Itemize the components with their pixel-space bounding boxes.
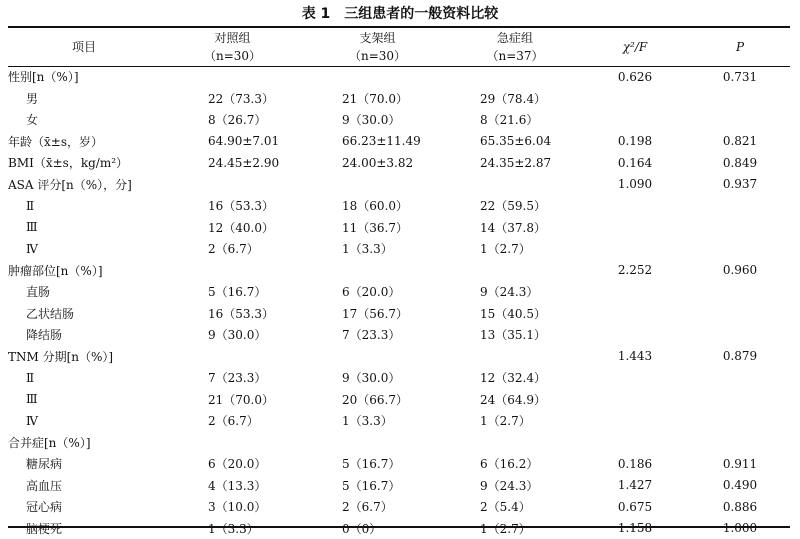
stent-group-cell: 9（30.0）: [305, 109, 450, 131]
table-row: [8, 195, 790, 217]
p-value-cell: 0.911: [690, 453, 790, 475]
emergency-group-cell: 14（37.8）: [450, 217, 580, 239]
row-label: ASA 评分[n（%），分]: [8, 174, 160, 196]
control-group-cell: 3（10.0）: [160, 496, 305, 518]
row-label: 合并症[n（%）]: [8, 432, 160, 454]
stent-group-cell: [305, 66, 450, 88]
stent-group-cell: 17（56.7）: [305, 303, 450, 325]
stent-group-cell: [305, 174, 450, 196]
p-value-cell: 0.886: [690, 496, 790, 518]
table-row: [8, 453, 790, 475]
stent-group-cell: 20（66.7）: [305, 389, 450, 411]
stent-group-cell: 1（3.3）: [305, 238, 450, 260]
header-group-name: 急症组: [450, 29, 580, 47]
statistic-cell: [580, 367, 690, 389]
emergency-group-cell: 29（78.4）: [450, 88, 580, 110]
statistic-cell: [580, 217, 690, 239]
stent-group-cell: 18（60.0）: [305, 195, 450, 217]
table-body: [8, 66, 790, 539]
table-row: [8, 367, 790, 389]
stent-group-cell: 9（30.0）: [305, 367, 450, 389]
p-value-cell: [690, 195, 790, 217]
stent-group-cell: 1（3.3）: [305, 410, 450, 432]
stent-group-cell: 0（0）: [305, 518, 450, 539]
table-row: [8, 324, 790, 346]
header-group-n: （n=30）: [305, 47, 450, 65]
stent-group-cell: 6（20.0）: [305, 281, 450, 303]
control-group-cell: 12（40.0）: [160, 217, 305, 239]
header-statistic: χ²/F: [580, 27, 690, 66]
table-row: [8, 174, 790, 196]
statistic-cell: [580, 281, 690, 303]
row-label: Ⅲ: [8, 217, 160, 239]
control-group-cell: 4（13.3）: [160, 475, 305, 497]
row-label: 肿瘤部位[n（%）]: [8, 260, 160, 282]
control-group-cell: 2（6.7）: [160, 238, 305, 260]
header-group-name: 支架组: [305, 29, 450, 47]
control-group-cell: 6（20.0）: [160, 453, 305, 475]
statistic-cell: 1.090: [580, 174, 690, 196]
statistic-cell: [580, 88, 690, 110]
stent-group-cell: 66.23±11.49: [305, 131, 450, 153]
control-group-cell: 64.90±7.01: [160, 131, 305, 153]
row-label: Ⅲ: [8, 389, 160, 411]
table-row: [8, 432, 790, 454]
stent-group-cell: 7（23.3）: [305, 324, 450, 346]
emergency-group-cell: 1（2.7）: [450, 238, 580, 260]
emergency-group-cell: 15（40.5）: [450, 303, 580, 325]
row-label: 降结肠: [8, 324, 160, 346]
table-row: [8, 131, 790, 153]
p-value-cell: [690, 88, 790, 110]
stent-group-cell: 11（36.7）: [305, 217, 450, 239]
emergency-group-cell: 65.35±6.04: [450, 131, 580, 153]
emergency-group-cell: 9（24.3）: [450, 475, 580, 497]
row-label: Ⅱ: [8, 195, 160, 217]
header-p-value: P: [690, 27, 790, 66]
header-item: 项目: [8, 27, 160, 66]
stent-group-cell: 2（6.7）: [305, 496, 450, 518]
statistic-cell: 0.198: [580, 131, 690, 153]
stent-group-cell: 5（16.7）: [305, 475, 450, 497]
header-group-emergency: [450, 27, 580, 66]
header-group-control: [160, 27, 305, 66]
header-group-n: （n=37）: [450, 47, 580, 65]
p-value-cell: [690, 303, 790, 325]
p-value-cell: 0.490: [690, 475, 790, 497]
row-label: 直肠: [8, 281, 160, 303]
table-title: 表 1 三组患者的一般资料比较: [0, 0, 800, 26]
table-row: [8, 475, 790, 497]
p-value-cell: [690, 238, 790, 260]
control-group-cell: [160, 66, 305, 88]
table-row: [8, 152, 790, 174]
table-row: [8, 281, 790, 303]
control-group-cell: 24.45±2.90: [160, 152, 305, 174]
emergency-group-cell: 8（21.6）: [450, 109, 580, 131]
statistic-cell: [580, 303, 690, 325]
control-group-cell: 9（30.0）: [160, 324, 305, 346]
p-value-cell: 0.937: [690, 174, 790, 196]
control-group-cell: [160, 174, 305, 196]
row-label: 年龄（x̄±s，岁）: [8, 131, 160, 153]
p-value-cell: 0.849: [690, 152, 790, 174]
stent-group-cell: 24.00±3.82: [305, 152, 450, 174]
emergency-group-cell: 22（59.5）: [450, 195, 580, 217]
table-row: [8, 410, 790, 432]
header-row: [8, 27, 790, 66]
emergency-group-cell: 9（24.3）: [450, 281, 580, 303]
baseline-comparison-table: [8, 27, 790, 539]
control-group-cell: 8（26.7）: [160, 109, 305, 131]
p-value-cell: [690, 217, 790, 239]
p-value-cell: 1.000: [690, 518, 790, 539]
row-label: Ⅳ: [8, 410, 160, 432]
stent-group-cell: [305, 346, 450, 368]
statistic-cell: [580, 324, 690, 346]
row-label: 性别[n（%）]: [8, 66, 160, 88]
table-row: [8, 238, 790, 260]
row-label: Ⅳ: [8, 238, 160, 260]
emergency-group-cell: 1（2.7）: [450, 518, 580, 539]
statistic-cell: [580, 410, 690, 432]
row-label: 高血压: [8, 475, 160, 497]
emergency-group-cell: [450, 66, 580, 88]
emergency-group-cell: [450, 174, 580, 196]
statistic-cell: [580, 389, 690, 411]
header-group-name: 对照组: [160, 29, 305, 47]
emergency-group-cell: 24.35±2.87: [450, 152, 580, 174]
stent-group-cell: [305, 432, 450, 454]
row-label: BMI（x̄±s，kg/m²）: [8, 152, 160, 174]
table-row: [8, 346, 790, 368]
row-label: Ⅱ: [8, 367, 160, 389]
row-label: 男: [8, 88, 160, 110]
p-value-cell: [690, 109, 790, 131]
p-value-cell: 0.879: [690, 346, 790, 368]
header-group-stent: [305, 27, 450, 66]
statistic-cell: [580, 238, 690, 260]
emergency-group-cell: 13（35.1）: [450, 324, 580, 346]
table-row: [8, 109, 790, 131]
emergency-group-cell: 12（32.4）: [450, 367, 580, 389]
emergency-group-cell: [450, 346, 580, 368]
emergency-group-cell: 24（64.9）: [450, 389, 580, 411]
p-value-cell: 0.821: [690, 131, 790, 153]
header-group-n: （n=30）: [160, 47, 305, 65]
statistic-cell: 1.427: [580, 475, 690, 497]
row-label: TNM 分期[n（%）]: [8, 346, 160, 368]
p-value-cell: [690, 281, 790, 303]
stent-group-cell: 21（70.0）: [305, 88, 450, 110]
p-value-cell: [690, 367, 790, 389]
p-value-cell: [690, 389, 790, 411]
table-row: [8, 66, 790, 88]
control-group-cell: 22（73.3）: [160, 88, 305, 110]
p-value-cell: [690, 410, 790, 432]
table-row: [8, 88, 790, 110]
control-group-cell: 7（23.3）: [160, 367, 305, 389]
table-row: [8, 217, 790, 239]
emergency-group-cell: 6（16.2）: [450, 453, 580, 475]
statistic-cell: [580, 432, 690, 454]
control-group-cell: [160, 432, 305, 454]
p-value-cell: 0.731: [690, 66, 790, 88]
statistic-cell: 2.252: [580, 260, 690, 282]
control-group-cell: 21（70.0）: [160, 389, 305, 411]
row-label: 乙状结肠: [8, 303, 160, 325]
stent-group-cell: [305, 260, 450, 282]
table-row: [8, 303, 790, 325]
stent-group-cell: 5（16.7）: [305, 453, 450, 475]
statistic-cell: 0.186: [580, 453, 690, 475]
control-group-cell: 16（53.3）: [160, 195, 305, 217]
statistic-cell: 1.158: [580, 518, 690, 539]
statistic-cell: 0.164: [580, 152, 690, 174]
row-label: 脑梗死: [8, 518, 160, 539]
p-value-cell: [690, 324, 790, 346]
control-group-cell: [160, 346, 305, 368]
emergency-group-cell: [450, 260, 580, 282]
table-row: [8, 496, 790, 518]
p-value-cell: [690, 432, 790, 454]
table-row: [8, 260, 790, 282]
statistic-cell: 0.626: [580, 66, 690, 88]
row-label: 冠心病: [8, 496, 160, 518]
emergency-group-cell: 2（5.4）: [450, 496, 580, 518]
statistic-cell: 0.675: [580, 496, 690, 518]
row-label: 女: [8, 109, 160, 131]
row-label: 糖尿病: [8, 453, 160, 475]
statistic-cell: [580, 109, 690, 131]
table-row: [8, 389, 790, 411]
control-group-cell: 2（6.7）: [160, 410, 305, 432]
control-group-cell: [160, 260, 305, 282]
emergency-group-cell: [450, 432, 580, 454]
p-value-cell: 0.960: [690, 260, 790, 282]
emergency-group-cell: 1（2.7）: [450, 410, 580, 432]
statistic-cell: 1.443: [580, 346, 690, 368]
statistic-cell: [580, 195, 690, 217]
control-group-cell: 16（53.3）: [160, 303, 305, 325]
control-group-cell: 1（3.3）: [160, 518, 305, 539]
control-group-cell: 5（16.7）: [160, 281, 305, 303]
